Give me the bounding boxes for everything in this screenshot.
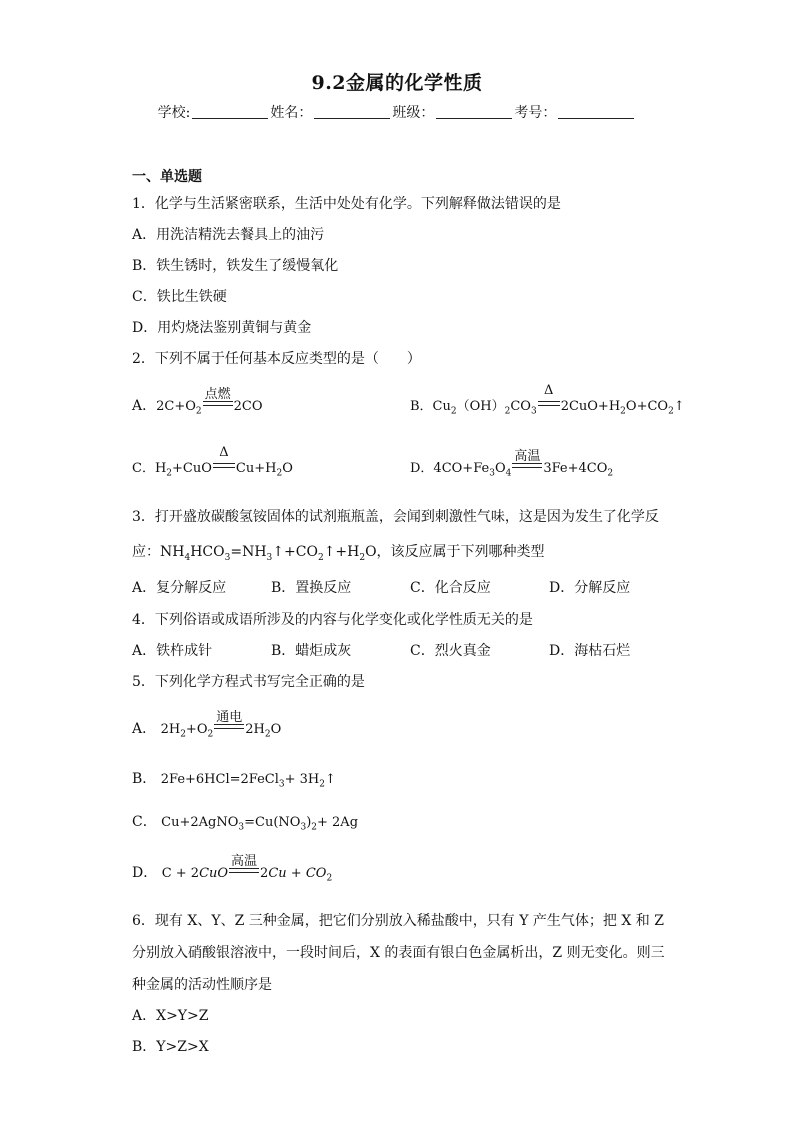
q2-b-condition: Δ: [543, 383, 554, 398]
q2-d-condition: 高温: [514, 449, 541, 464]
exam-number-label: 考号：: [514, 105, 557, 121]
name-blank[interactable]: [314, 104, 390, 119]
q2-option-d: D．$4CO+Fe_3O_4$ 高温 $3Fe+4CO_2$: [410, 457, 613, 479]
q2-a-condition: 点燃: [204, 387, 231, 402]
q6-line-2: 分别放入硝酸银溶液中，一段时间后，X 的表面有银白色金属析出，Z 则无变化。则三: [132, 945, 665, 961]
q2-option-a: A．$2C+O_2$ 点燃 2CO: [132, 395, 263, 417]
q5-option-b: B． 2Fe+6HCl=2FeCl$_3$+ $3H_2↑$: [132, 771, 336, 790]
q3-option-c: C．化合反应: [410, 580, 491, 596]
student-info-row: [0, 102, 794, 122]
q4-stem: 4．下列俗语或成语所涉及的内容与化学变化或化学性质无关的是: [132, 612, 533, 628]
section-heading: 一、单选题: [132, 169, 202, 185]
class-label: 班级：: [392, 105, 435, 121]
exam-number-blank[interactable]: [558, 104, 634, 119]
q3-option-b: B．置换反应: [271, 580, 352, 596]
q6-line-3: 种金属的活动性顺序是: [132, 977, 272, 993]
q2-option-b: B．$Cu_2(OH)_2CO_3$ Δ $2CuO+H_2O+CO_2↑$: [410, 383, 685, 417]
school-label: 学校:: [157, 105, 191, 121]
q5-a-condition: 通电: [216, 710, 243, 725]
q2-c-condition: Δ: [219, 445, 229, 460]
name-label: 姓名：: [270, 105, 313, 121]
school-blank[interactable]: [192, 104, 268, 119]
class-blank[interactable]: [436, 104, 512, 119]
q1-option-b: B．铁生锈时，铁发生了缓慢氧化: [132, 258, 339, 274]
q1-option-d: D．用灼烧法鉴别黄铜与黄金: [132, 320, 312, 336]
q6-option-a: A．X>Y>Z: [132, 1008, 209, 1024]
q4-option-c: C．烈火真金: [410, 643, 491, 659]
q2-stem: 2．下列不属于任何基本反应类型的是（ ）: [132, 351, 421, 367]
q3-stem: 3．打开盛放碳酸氢铵固体的试剂瓶瓶盖，会闻到刺激性气味，这是因为发生了化学反: [132, 509, 659, 525]
q5-option-a: A． $2H_2+O_2$ 通电 $2H_2O$: [132, 718, 281, 740]
q5-d-condition: 高温: [231, 854, 258, 869]
q1-stem: 1．化学与生活紧密联系，生活中处处有化学。下列解释做法错误的是: [132, 196, 561, 212]
q2-option-c: C．$H_2+CuO$ Δ $Cu+H_2O$: [132, 445, 293, 479]
q6-option-b: B．Y>Z>X: [132, 1039, 209, 1055]
q3-option-a: A．复分解反应: [132, 580, 227, 596]
q4-option-d: D．海枯石烂: [549, 643, 631, 659]
q5-stem: 5．下列化学方程式书写完全正确的是: [132, 674, 365, 690]
q1-option-c: C．铁比生铁硬: [132, 289, 227, 305]
q3-option-d: D．分解反应: [549, 580, 631, 596]
q4-option-a: A．铁杵成针: [132, 643, 213, 659]
q6-line-1: 6．现有 X、Y、Z 三种金属，把它们分别放入稀盐酸中，只有 Y 产生气体；把 X 和 Z: [132, 913, 664, 929]
q5-option-c: C． $Cu+2AgNO_3=Cu(NO_3)_2+ 2Ag$: [132, 814, 359, 833]
q3-equation-line: 应：$NH_4HCO_3=NH_3↑+CO_2↑+H_2O$，该反应属于下列哪种类型: [132, 544, 545, 563]
q4-option-b: B．蜡炬成灰: [271, 643, 352, 659]
q1-option-a: A．用洗洁精洗去餐具上的油污: [132, 227, 325, 243]
page-title: 9.2金属的化学性质: [311, 72, 483, 94]
q5-option-d: D． C + 2CuO 高温 $2Cu + CO_2$: [132, 862, 332, 884]
